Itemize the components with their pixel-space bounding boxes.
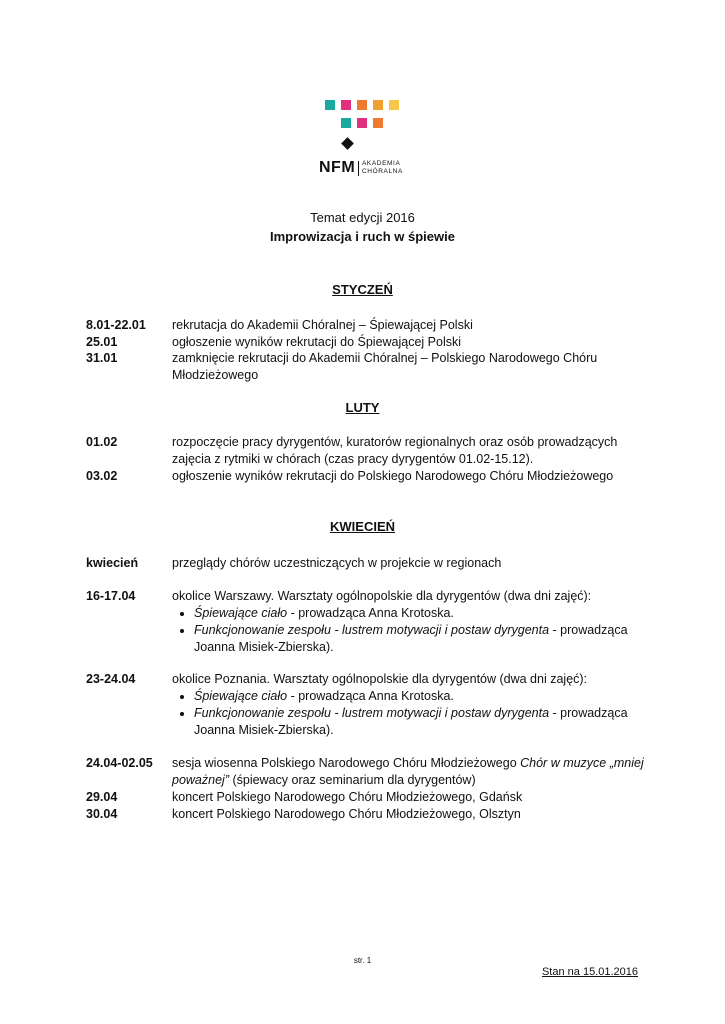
entry-date: kwiecień [86, 556, 139, 570]
entry-date: 03.02 [86, 469, 118, 483]
entry-date: 25.01 [86, 335, 118, 349]
logo-square-teal-2 [341, 118, 351, 128]
entry-date: 01.02 [86, 435, 118, 449]
schedule-entry [86, 334, 646, 351]
logo-brand: NFM [319, 159, 356, 176]
entry-date: 30.04 [86, 807, 118, 821]
entry-text: okolice Poznania. Warsztaty ogólnopolskie dla dyrygentów (dwa dni zajęć): [172, 672, 588, 686]
schedule-entry [86, 755, 646, 789]
logo-square-magenta-2 [357, 118, 367, 128]
schedule-entry [86, 468, 646, 485]
schedule-entry [86, 806, 646, 823]
entry-text: przeglądy chórów uczestniczących w projekcie w regionach [172, 556, 502, 570]
schedule-entry [86, 434, 646, 468]
logo-square-magenta [341, 100, 351, 110]
schedule-entry [86, 317, 646, 334]
entry-date: 24.04-02.05 [86, 756, 153, 770]
entry-text: zamknięcie rekrutacji do Akademii Chóralnej – Polskiego Narodowego Chóru Młodzieżowego [172, 351, 598, 382]
edition-label: Temat edycji 2016 [310, 210, 415, 225]
logo-square-yellow [389, 100, 399, 110]
workshop-list [172, 605, 646, 656]
entry-text: koncert Polskiego Narodowego Chóru Młodzieżowego, Olsztyn [172, 807, 521, 821]
schedule-entry [86, 350, 646, 384]
entry-text: ogłoszenie wyników rekrutacji do Polskiego Narodowego Chóru Młodzieżowego [172, 469, 614, 483]
workshop-item: • Śpiewające ciało - prowadząca Anna Krotoska. [194, 688, 646, 705]
entry-text: rekrutacja do Akademii Chóralnej – Śpiewającej Polski [172, 318, 473, 332]
section-luty: LUTY [345, 400, 380, 415]
workshop-list [172, 688, 646, 739]
entry-text: ogłoszenie wyników rekrutacji do Śpiewającej Polski [172, 335, 462, 349]
entry-text: rozpoczęcie pracy dyrygentów, kuratorów regionalnych oraz osób prowadzących zajęcia z rytmiki w chórach (czas pracy dyrygentów 01.02-15.12). [172, 435, 618, 466]
page-number: str. 1 [353, 956, 372, 965]
workshop-item: • Funkcjonowanie zespołu - lustrem motywacji i postaw dyrygenta - prowadząca Joanna Misiek-Zbierska). [194, 622, 646, 656]
logo-subtitle: AKADEMIA CHÓRALNA [362, 160, 403, 175]
section-kwiecien: KWIECIEŃ [330, 519, 395, 534]
section-styczen: STYCZEŃ [332, 282, 393, 297]
edition-theme: Improwizacja i ruch w śpiewie [270, 229, 455, 244]
logo-square-orange-2 [373, 118, 383, 128]
logo-square-teal [325, 100, 335, 110]
nfm-logo [0, 100, 725, 180]
status-date: Stan na 15.01.2016 [541, 966, 638, 978]
entry-text: sesja wiosenna Polskiego Narodowego Chóru Młodzieżowego Chór w muzyce „mniej poważnej” (śpiewacy oraz seminarium dla dyrygentów) [172, 756, 644, 787]
entry-date: 29.04 [86, 790, 118, 804]
schedule-entry [86, 671, 646, 739]
workshop-item: • Funkcjonowanie zespołu - lustrem motywacji i postaw dyrygenta - prowadząca Joanna Misiek-Zbierska). [194, 705, 646, 739]
schedule-entry [86, 588, 646, 656]
logo-diamond-icon [341, 137, 354, 150]
entry-date: 8.01-22.01 [86, 318, 146, 332]
entry-date: 23-24.04 [86, 672, 136, 686]
entry-date: 31.01 [86, 351, 118, 365]
schedule-entry [86, 789, 646, 806]
entry-text: okolice Warszawy. Warsztaty ogólnopolskie dla dyrygentów (dwa dni zajęć): [172, 589, 592, 603]
logo-separator [358, 161, 359, 176]
logo-square-orange [357, 100, 367, 110]
schedule-entry [86, 555, 646, 572]
logo-square-amber [373, 100, 383, 110]
workshop-item: • Śpiewające ciało - prowadząca Anna Krotoska. [194, 605, 646, 622]
entry-text: koncert Polskiego Narodowego Chóru Młodzieżowego, Gdańsk [172, 790, 523, 804]
entry-date: 16-17.04 [86, 589, 136, 603]
